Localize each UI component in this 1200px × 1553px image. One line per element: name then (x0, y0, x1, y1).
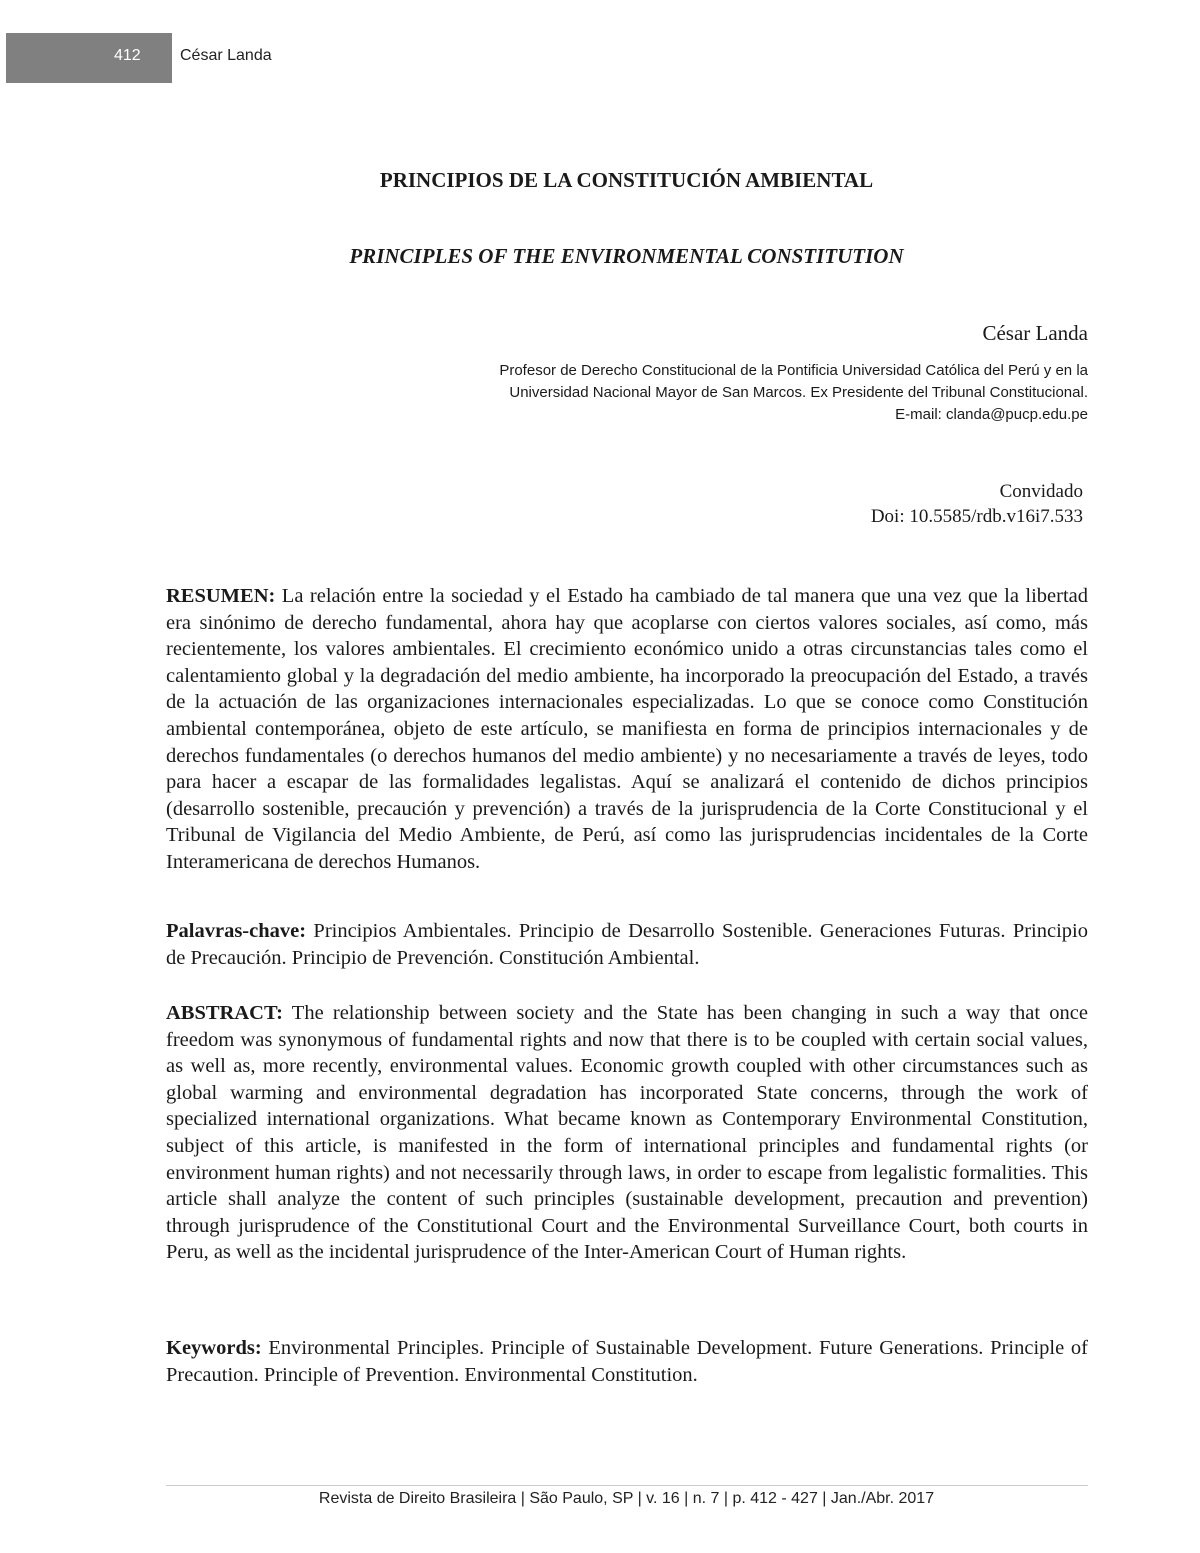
resumen-paragraph (166, 583, 1088, 876)
keywords-label: Keywords: (166, 1337, 262, 1359)
author-email[interactable]: E-mail: clanda@pucp.edu.pe (895, 406, 1088, 423)
page-number: 412 (114, 47, 141, 64)
palavras-chave-text: Principios Ambientales. Principio de Desarrollo Sostenible. Generaciones Futuras. Principio de Precaución. Principio de Prevención. Constitución Ambiental. (166, 920, 1088, 969)
author-affiliation (328, 360, 1088, 426)
running-header-author: César Landa (180, 47, 272, 64)
abstract-text: The relationship between society and the State has been changing in such a way that once freedom was synonymous of fundamental rights and now that there is to be coupled with certain social values, as well as, more recently, environmental values. Economic growth coupled with other circumstances such as global warming and environmental degradation has incorporated State concerns, through the work of specialized international organizations. What became known as Contemporary Environmental Constitution, subject of this article, is manifested in the form of international principles and fundamental rights (or environment human rights) and not necessarily through laws, in order to escape from legalistic formalities. This article shall analyze the content of such principles (sustainable development, precaution and prevention) through jurisprudence of the Constitutional Court and the Environmental Surveillance Court, both courts in Peru, as well as the incidental jurisprudence of the Inter-American Court of Human rights. (166, 1002, 1088, 1264)
keywords-text: Environmental Principles. Principle of Sustainable Development. Future Generations. Principle of Precaution. Principle of Prevention. Environmental Constitution. (166, 1337, 1088, 1386)
article-title: PRINCIPIOS DE LA CONSTITUCIÓN AMBIENTAL (379, 168, 874, 192)
abstract-paragraph (166, 1000, 1088, 1266)
page-number-tab (6, 33, 172, 83)
resumen-text: La relación entre la sociedad y el Estado ha cambiado de tal manera que una vez que la libertad era sinónimo de derecho fundamental, ahora hay que acoplarse con ciertos valores sociales, así como, más recientemente, los valores ambientales. El crecimiento económico unido a otras circunstancias tales como el calentamiento global y la degradación del medio ambiente, ha incorporado la preocupación del Estado, a través de la actuación de las organizaciones internacionales especializadas. Lo que se conoce como Constitución ambiental contemporánea, objeto de este artículo, se manifiesta en forma de principios internacionales y de derechos fundamentales (o derechos humanos del medio ambiente) y no necesariamente a través de leyes, todo para hacer a escapar de las formalidades legalistas. Aquí se analizará el contenido de dichos principios (desarrollo sostenible, precaución y prevención) a través de la jurisprudencia de la Corte Constitucional y el Tribunal de Vigilancia del Medio Ambiente, de Perú, así como las jurisprudencias incidentales de la Corte Interamericana de derechos Humanos. (166, 585, 1088, 873)
footer-divider (166, 1485, 1088, 1486)
footer-citation: Revista de Direito Brasileira | São Paulo, SP | v. 16 | n. 7 | p. 412 - 427 | Jan./Abr. 2017 (318, 1490, 935, 1507)
palavras-chave-paragraph (166, 918, 1088, 971)
keywords-paragraph (166, 1335, 1088, 1388)
doi[interactable]: Doi: 10.5585/rdb.v16i7.533 (870, 506, 1083, 527)
author-name: César Landa (982, 321, 1088, 345)
affiliation-line: Universidad Nacional Mayor de San Marcos. Ex Presidente del Tribunal Constitucional. (509, 384, 1088, 401)
palavras-chave-label: Palavras-chave: (166, 920, 307, 942)
article-subtitle: PRINCIPLES OF THE ENVIRONMENTAL CONSTITUTION (349, 244, 904, 268)
abstract-label: ABSTRACT: (166, 1002, 283, 1024)
invited-label: Convidado (999, 481, 1083, 502)
resumen-label: RESUMEN: (166, 585, 276, 607)
affiliation-line: Profesor de Derecho Constitucional de la Pontificia Universidad Católica del Perú y en la (499, 362, 1088, 379)
